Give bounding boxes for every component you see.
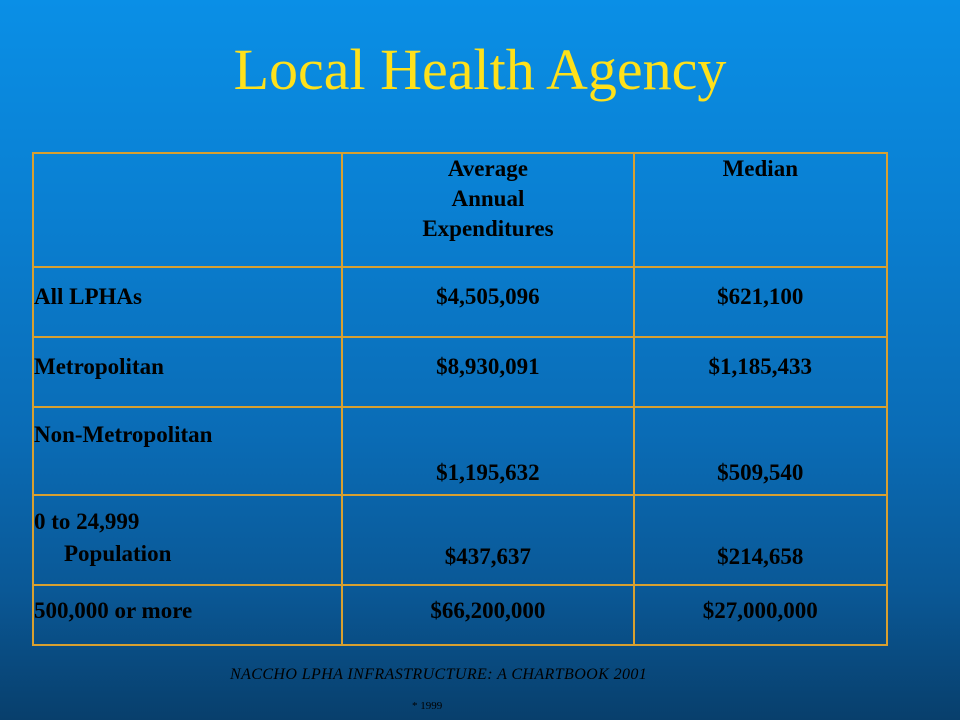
- table-row: [33, 267, 887, 337]
- average-cell: $1,195,632: [342, 407, 633, 495]
- header-median: Median: [634, 153, 887, 267]
- median-cell: $509,540: [634, 407, 887, 495]
- median-cell: $27,000,000: [634, 585, 887, 645]
- average-cell: $66,200,000: [342, 585, 633, 645]
- header-average-annual-expenditures: [342, 153, 633, 267]
- row-label-line: Population: [64, 541, 172, 566]
- table-row: [33, 407, 887, 495]
- table-header-row: [33, 153, 887, 267]
- average-cell: $437,637: [342, 495, 633, 585]
- header-line: Annual: [451, 186, 525, 211]
- average-cell: $4,505,096: [342, 267, 633, 337]
- average-cell: $8,930,091: [342, 337, 633, 407]
- header-empty-cell: [33, 153, 342, 267]
- row-label: 500,000 or more: [33, 585, 342, 645]
- footnote: * 1999: [412, 700, 443, 712]
- source-citation: NACCHO LPHA INFRASTRUCTURE: A CHARTBOOK 2001: [230, 666, 648, 683]
- header-line: Expenditures: [422, 216, 554, 241]
- median-cell: $214,658: [634, 495, 887, 585]
- row-label-line: 0 to 24,999: [34, 509, 140, 534]
- row-label: [33, 495, 342, 585]
- expenditures-table: [32, 152, 888, 646]
- table-row: [33, 495, 887, 585]
- table-row: [33, 585, 887, 645]
- row-label: All LPHAs: [33, 267, 342, 337]
- table-row: [33, 337, 887, 407]
- median-cell: $1,185,433: [634, 337, 887, 407]
- row-label: Metropolitan: [33, 337, 342, 407]
- median-cell: $621,100: [634, 267, 887, 337]
- slide-title: Local Health Agency: [233, 37, 727, 102]
- row-label: Non-Metropolitan: [33, 407, 342, 495]
- header-line: Average: [447, 156, 528, 181]
